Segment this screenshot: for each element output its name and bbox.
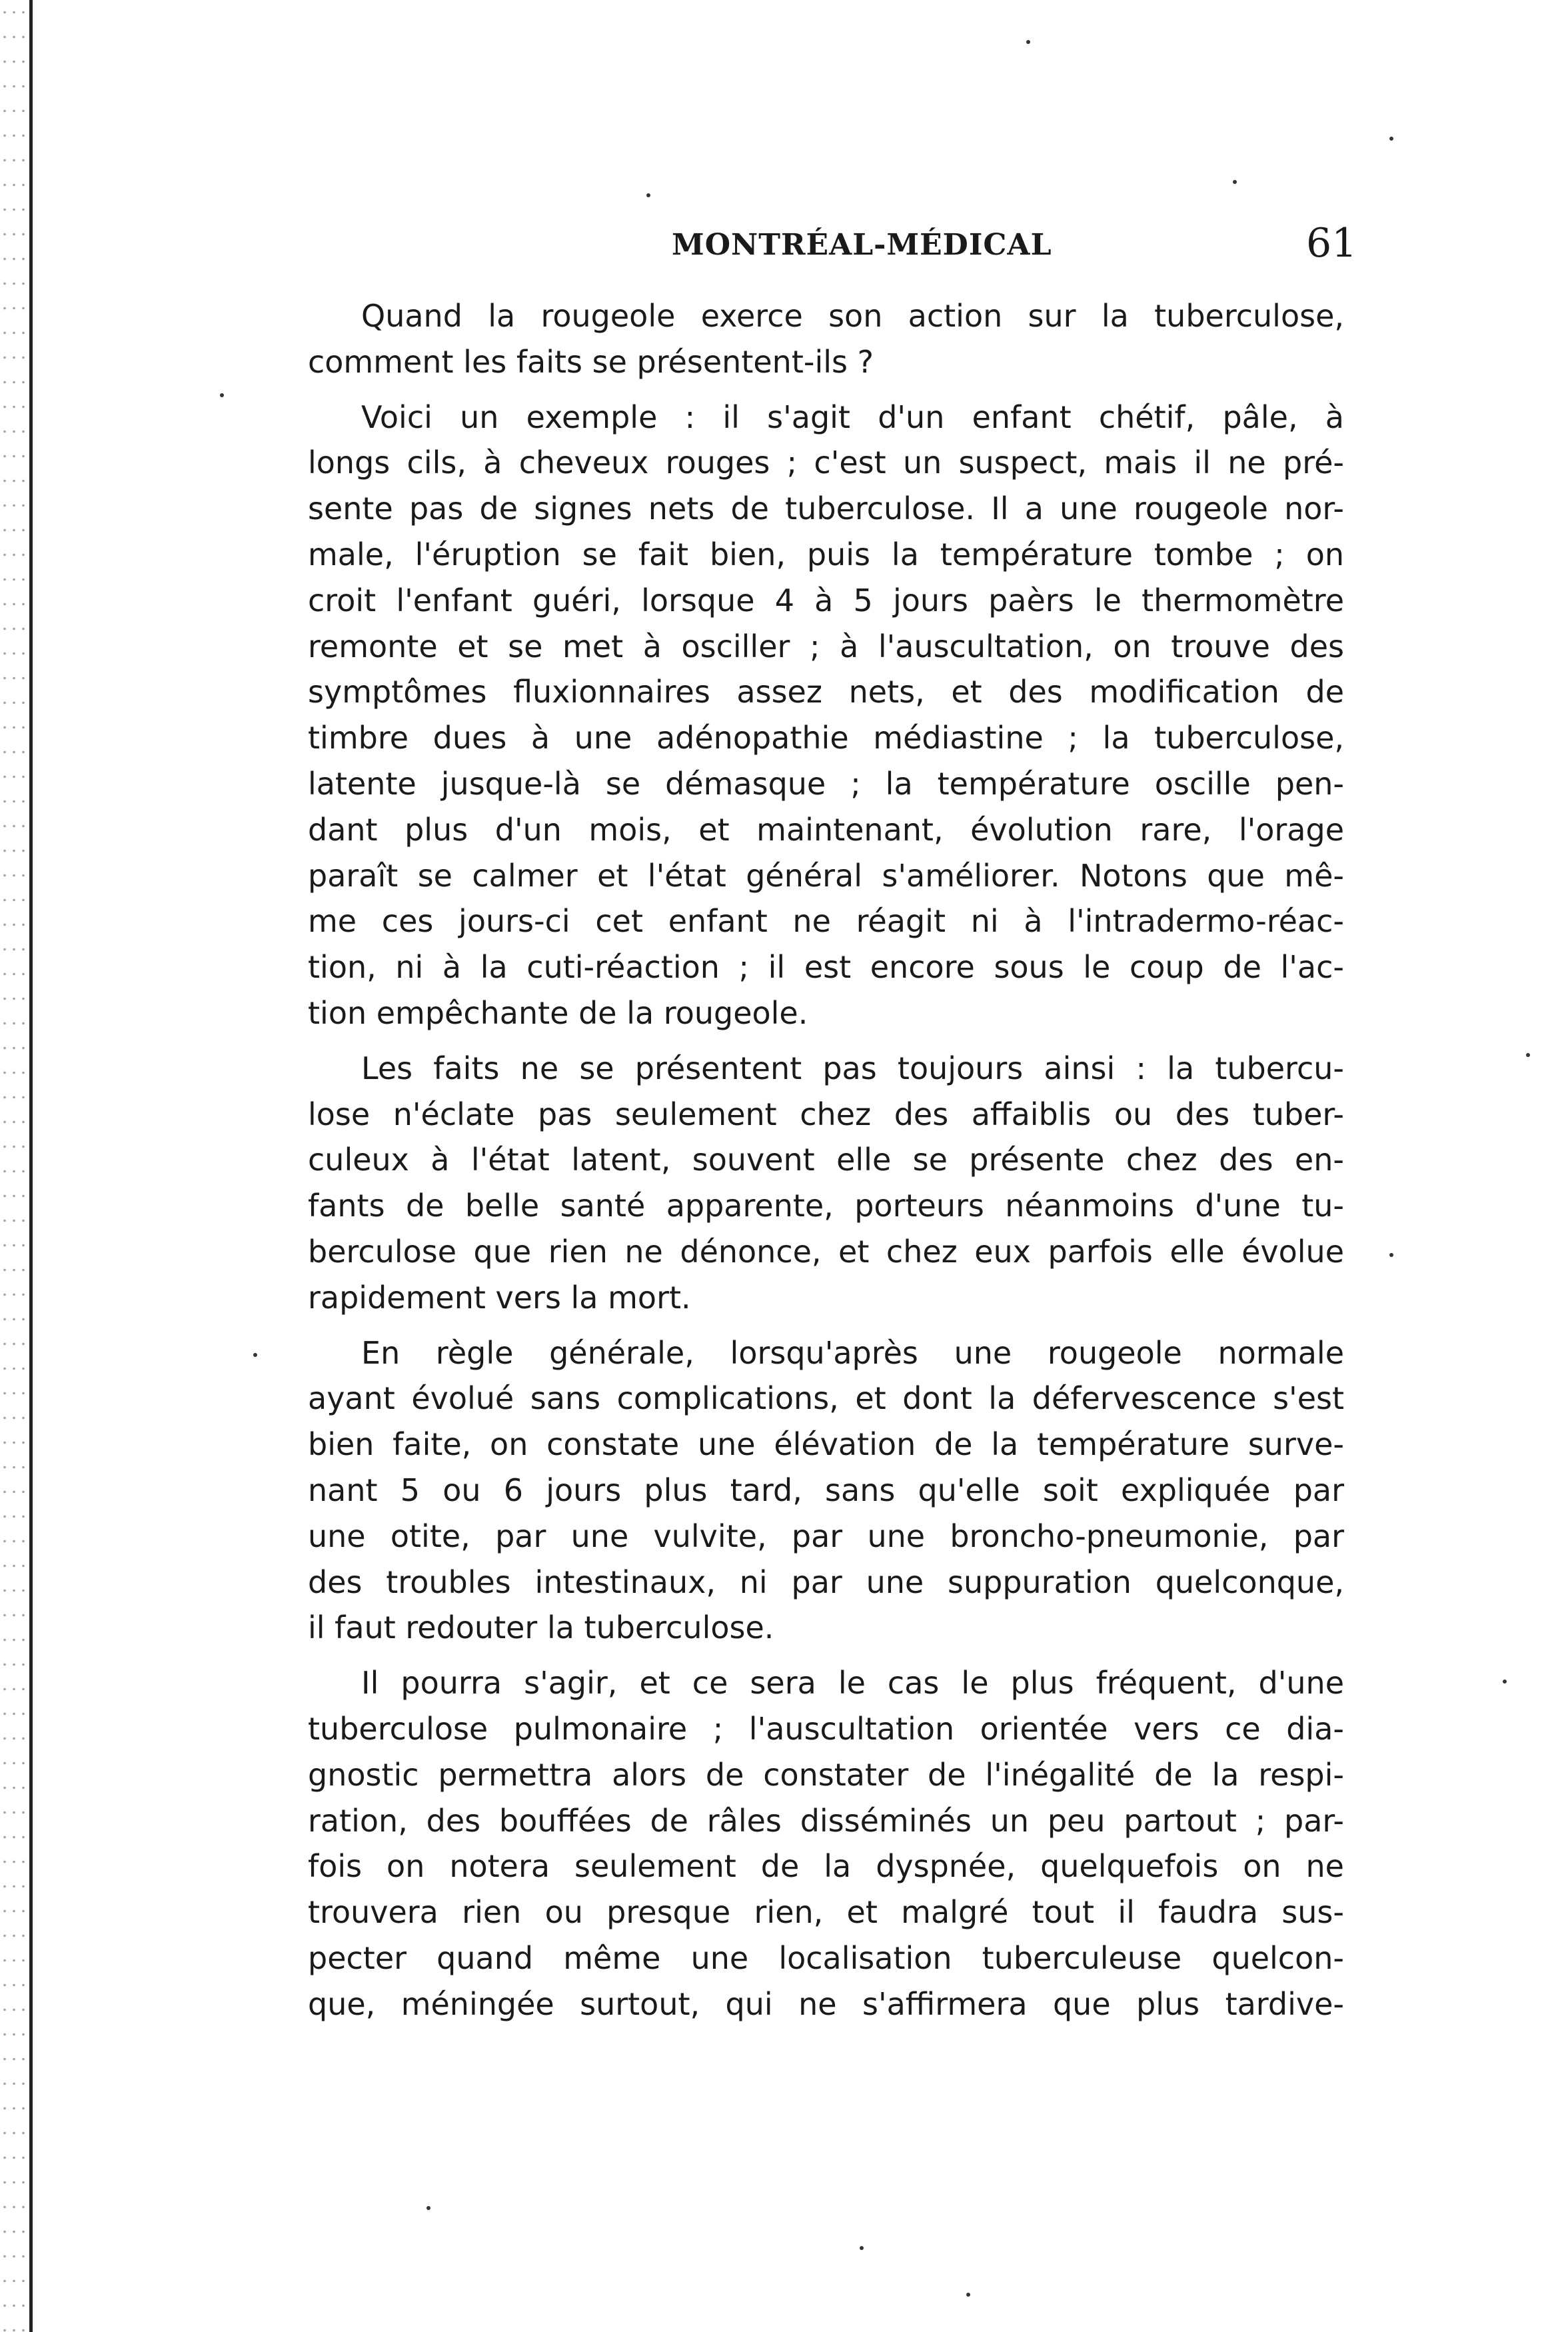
scan-speck xyxy=(646,193,650,197)
running-title: MONTRÉAL-MÉDICAL xyxy=(672,228,1052,262)
scan-speck xyxy=(1389,1253,1393,1257)
text-line: tion empêchante de la rougeole. xyxy=(308,994,808,1031)
text-line: culeux à l'état latent, souvent elle se présente chez des en- xyxy=(308,1142,1344,1178)
text-line: berculose que rien ne dénonce, et chez eux parfois elle évolue xyxy=(308,1233,1344,1270)
text-line: paraît se calmer et l'état général s'améliorer. Notons que mê- xyxy=(308,857,1344,894)
text-line: Il pourra s'agir, et ce sera le cas le plus fréquent, d'une xyxy=(361,1665,1344,1702)
text-line: croit l'enfant guéri, lorsque 4 à 5 jours paèrs le thermomètre xyxy=(308,582,1344,618)
text-line: remonte et se met à osciller ; à l'auscultation, on trouve des xyxy=(308,628,1344,664)
text-line: il faut redouter la tuberculose. xyxy=(308,1610,774,1646)
text-line: tion, ni à la cuti-réaction ; il est encore sous le coup de l'ac- xyxy=(308,949,1344,986)
scan-speck xyxy=(860,2246,864,2250)
text-line: que, méningée surtout, qui ne s'affirmera que plus tardive- xyxy=(308,1985,1344,2022)
text-line: Quand la rougeole exerce son action sur la tuberculose, xyxy=(361,298,1344,334)
text-line: fants de belle santé apparente, porteurs néanmoins d'une tu- xyxy=(308,1188,1344,1224)
text-line: timbre dues à une adénopathie médiastine ; la tuberculose, xyxy=(308,720,1344,756)
scan-speck xyxy=(1233,180,1237,184)
scan-speck xyxy=(1389,137,1393,141)
paragraph xyxy=(308,293,1344,385)
text-line: fois on notera seulement de la dyspnée, quelquefois on ne xyxy=(308,1848,1344,1885)
paragraph xyxy=(308,395,1344,1036)
binding-edge-specks xyxy=(0,0,27,2332)
text-line: tuberculose pulmonaire ; l'auscultation orientée vers ce dia- xyxy=(308,1710,1344,1747)
paragraph xyxy=(308,1660,1344,2027)
paragraph xyxy=(308,1046,1344,1321)
text-line: lose n'éclate pas seulement chez des affaiblis ou des tuber- xyxy=(308,1096,1344,1132)
scan-speck xyxy=(220,393,224,397)
page-number: 61 xyxy=(1306,220,1357,267)
text-line: sente pas de signes nets de tuberculose. Il a une rougeole nor- xyxy=(308,491,1344,527)
text-line: longs cils, à cheveux rouges ; c'est un suspect, mais il ne pré- xyxy=(308,445,1344,481)
scan-speck xyxy=(253,1353,257,1357)
text-line: bien faite, on constate une élévation de la température surve- xyxy=(308,1426,1344,1463)
text-line: pecter quand même une localisation tuberculeuse quelcon- xyxy=(308,1939,1344,1976)
text-line: latente jusque-là se démasque ; la température oscille pen- xyxy=(308,765,1344,802)
text-line: gnostic permettra alors de constater de l'inégalité de la respi- xyxy=(308,1756,1344,1793)
text-line: me ces jours-ci cet enfant ne réagit ni à l'intradermo-réac- xyxy=(308,903,1344,940)
text-line: trouvera rien ou presque rien, et malgré tout il faudra sus- xyxy=(308,1894,1344,1931)
text-line: ayant évolué sans complications, et dont la défervescence s'est xyxy=(308,1380,1344,1417)
scan-speck xyxy=(426,2206,430,2210)
scan-speck xyxy=(966,2293,970,2297)
text-line: Voici un exemple : il s'agit d'un enfant chétif, pâle, à xyxy=(361,399,1344,435)
text-line: comment les faits se présentent-ils ? xyxy=(308,343,874,380)
text-line: une otite, par une vulvite, par une broncho-pneumonie, par xyxy=(308,1518,1344,1554)
text-line: des troubles intestinaux, ni par une suppuration quelconque, xyxy=(308,1564,1344,1600)
text-line: dant plus d'un mois, et maintenant, évolution rare, l'orage xyxy=(308,811,1344,848)
scan-speck xyxy=(1526,1053,1530,1057)
text-line: ration, des bouffées de râles disséminés un peu partout ; par- xyxy=(308,1802,1344,1839)
scan-speck xyxy=(1026,40,1030,44)
text-line: En règle générale, lorsqu'après une rougeole normale xyxy=(361,1334,1344,1371)
text-line: male, l'éruption se fait bien, puis la température tombe ; on xyxy=(308,536,1344,573)
text-line: Les faits ne se présentent pas toujours ainsi : la tubercu- xyxy=(361,1050,1344,1086)
text-line: rapidement vers la mort. xyxy=(308,1279,691,1316)
text-line: symptômes fluxionnaires assez nets, et des modification de xyxy=(308,674,1344,710)
binding-edge-line xyxy=(29,0,33,2332)
scan-speck xyxy=(1503,1680,1507,1684)
paragraph xyxy=(308,1330,1344,1652)
body-text xyxy=(308,293,1344,2036)
text-line: nant 5 ou 6 jours plus tard, sans qu'elle soit expliquée par xyxy=(308,1472,1344,1508)
